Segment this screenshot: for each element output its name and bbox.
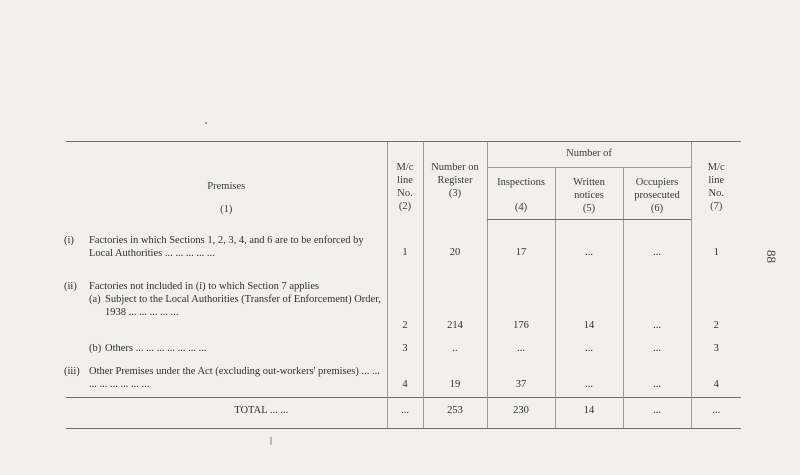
header-number-register-label: Number on Register (431, 162, 479, 187)
total-label: TOTAL ... ... (66, 398, 387, 428)
cell-notices: ... (555, 355, 623, 398)
cell-mc-line: 2 (387, 271, 423, 332)
row-label: Factories not included in (i) to which Section 7 applies (89, 280, 320, 292)
header-written-notices-number: (5) (582, 203, 596, 215)
cell-notices: ... (555, 332, 623, 355)
cell-prosecuted: ... (623, 332, 691, 355)
cell-prosecuted: ... (623, 220, 691, 271)
paper-speck (205, 122, 207, 124)
row-roman: (i) (64, 234, 74, 246)
cell-register: 20 (423, 220, 487, 271)
header-mc-line-7-number: (7) (710, 201, 723, 213)
header-mc-line-2 (387, 142, 423, 220)
row-label: Other Premises under the Act (excluding out-workers' premises) ... ... ... ... ... ... ... ... (89, 366, 380, 391)
cell-inspections: 176 (487, 271, 555, 332)
row-label: Factories in which Sections 1, 2, 3, 4, and 6 are to be enforced by Local Authorities ... ... ... ... ... (89, 234, 364, 259)
row-sub-label: Subject to the Local Authorities (Transfer of Enforcement) Order, 1938 ... ... ... ... ... (105, 294, 381, 319)
cell-inspections: 37 (487, 355, 555, 398)
header-premises (66, 142, 387, 220)
header-number-of: Number of (487, 142, 691, 168)
cell-prosecuted: ... (623, 355, 691, 398)
cell-prosecuted: ... (623, 271, 691, 332)
header-premises-number: (1) (220, 203, 233, 215)
total-mc-line: ... (387, 398, 423, 428)
cell-mc-line: 3 (387, 332, 423, 355)
cell-mc-line-7: 2 (691, 271, 741, 332)
header-inspections (487, 168, 555, 220)
header-inspections-label: Inspections (497, 177, 545, 188)
row-sub-marker: (a) (89, 294, 101, 305)
row-sub-marker: (b) (89, 343, 102, 354)
cell-mc-line: 1 (387, 220, 423, 271)
factories-inspection-table (66, 141, 741, 429)
header-occupiers-prosecuted (623, 168, 691, 220)
cell-register: 214 (423, 271, 487, 332)
header-number-register (423, 142, 487, 220)
table-row (66, 332, 741, 355)
header-occupiers-prosecuted-number: (6) (650, 203, 664, 215)
header-occupiers-prosecuted-label: Occupiers prosecuted (634, 177, 680, 202)
header-inspections-number: (4) (514, 202, 528, 214)
header-premises-label: Premises (207, 180, 246, 192)
cell-inspections: ... (487, 332, 555, 355)
header-number-register-number: (3) (448, 188, 462, 200)
cell-mc-line-7: 3 (691, 332, 741, 355)
cell-mc-line-7: 1 (691, 220, 741, 271)
total-prosecuted: ... (623, 398, 691, 428)
table-row (66, 220, 741, 271)
cell-inspections: 17 (487, 220, 555, 271)
header-mc-line-7 (691, 142, 741, 220)
table-row (66, 271, 741, 332)
table-row (66, 355, 741, 398)
header-written-notices-label: Written notices (573, 177, 605, 202)
total-register: 253 (423, 398, 487, 428)
total-inspections: 230 (487, 398, 555, 428)
header-mc-line-2-number: (2) (398, 201, 412, 213)
row-roman: (ii) (64, 280, 77, 292)
total-mc-line-7: ... (691, 398, 741, 428)
cell-mc-line: 4 (387, 355, 423, 398)
cell-register: 19 (423, 355, 487, 398)
header-mc-line-7-label: M/c line No. (707, 162, 725, 200)
cell-register: .. (423, 332, 487, 355)
page-number: 88 (764, 250, 779, 263)
total-row (66, 398, 741, 428)
paper-mark (270, 437, 272, 445)
row-sub-label: Others ... ... ... ... ... ... ... (105, 343, 207, 354)
cell-notices: ... (555, 220, 623, 271)
header-mc-line-2-label: M/c line No. (396, 162, 414, 200)
total-notices: 14 (555, 398, 623, 428)
row-roman: (iii) (64, 366, 80, 378)
cell-mc-line-7: 4 (691, 355, 741, 398)
header-written-notices (555, 168, 623, 220)
cell-notices: 14 (555, 271, 623, 332)
